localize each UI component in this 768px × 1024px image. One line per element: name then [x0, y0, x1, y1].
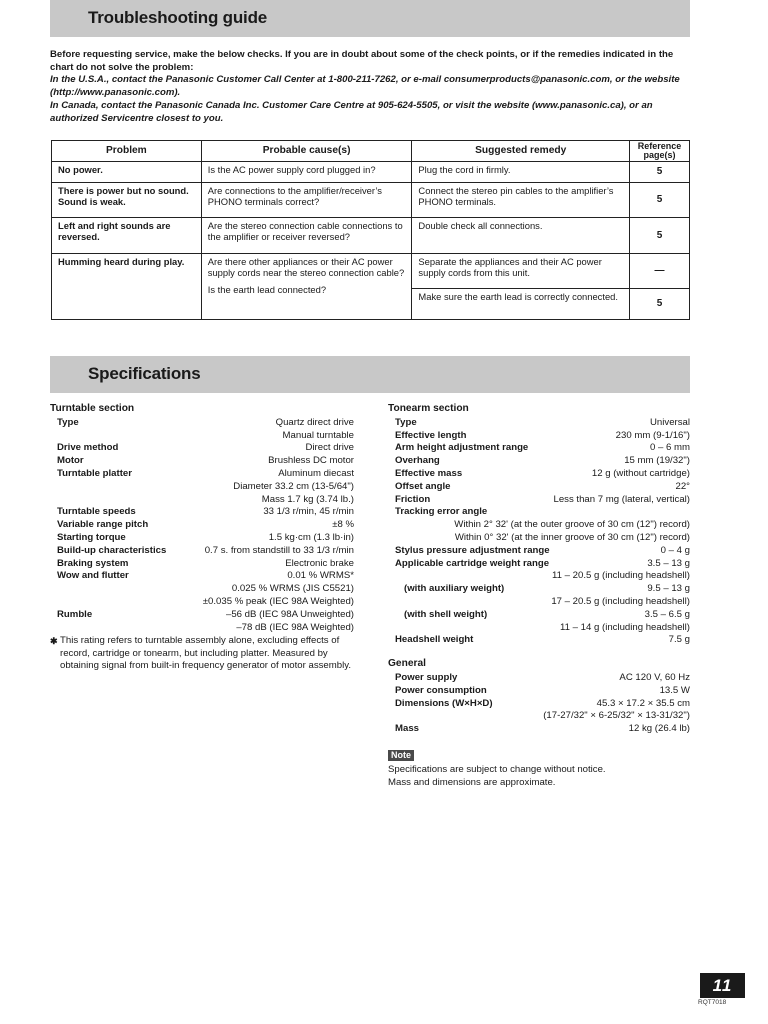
- spec-value: ±8 %: [332, 519, 354, 531]
- spec-value-continued: Mass 1.7 kg (3.74 lb.): [261, 493, 354, 505]
- spec-label: Motor: [57, 455, 84, 467]
- spec-label: Build-up characteristics: [57, 544, 167, 556]
- footnote-mark: ✱: [50, 636, 58, 647]
- spec-row-type: [50, 417, 354, 430]
- spec-row-motor: [50, 455, 354, 468]
- spec-label: Overhang: [395, 455, 440, 467]
- spec-value: Aluminum diecast: [278, 467, 354, 479]
- spec-value-continued: 11 – 20.5 g (including headshell): [552, 570, 690, 582]
- spec-label: Headshell weight: [395, 634, 474, 646]
- spec-value-continued: ±0.035 % peak (IEC 98A Weighted): [202, 595, 354, 607]
- spec-value-continued: Within 0° 32' (at the inner groove of 30 cm (12") record): [454, 531, 690, 543]
- intro-usa-contact: In the U.S.A., contact the Panasonic Customer Call Center at 1-800-211-7262, or e-mail consumerproducts@panasonic.com, or the website (http://www.panasonic.com).: [50, 74, 680, 99]
- spec-value-continued: 11 – 14 g (including headshell): [560, 621, 690, 633]
- cause-cell: [201, 254, 412, 320]
- spec-value: 1.5 kg·cm (1.3 lb·in): [268, 531, 354, 543]
- tonearm-heading: Tonearm section: [388, 403, 469, 414]
- spec-label: Effective mass: [395, 467, 463, 479]
- spec-row-offset: [388, 481, 690, 494]
- problem-cell: Humming heard during play.: [52, 254, 202, 320]
- spec-value: 0.01 % WRMS*: [287, 570, 354, 582]
- remedy-cell: Separate the appliances and their AC power supply cords from this unit.: [412, 254, 630, 289]
- spec-label: Type: [57, 416, 79, 428]
- spec-value: Quartz direct drive: [275, 416, 354, 428]
- turntable-section: [50, 403, 354, 673]
- cause-cell: Are connections to the amplifier/receiver’s PHONO terminals correct?: [201, 183, 412, 218]
- spec-value: Brushless DC motor: [268, 455, 354, 467]
- spec-row-friction: [388, 494, 690, 507]
- spec-label: Rumble: [57, 608, 93, 620]
- spec-label: Friction: [395, 493, 431, 505]
- cause-text: Are there other appliances or their AC power supply cords near the stereo connection cable?: [207, 256, 405, 279]
- header-reference: Reference page(s): [630, 141, 690, 162]
- reference-cell: 5: [630, 162, 690, 183]
- remedy-cell: Make sure the earth lead is correctly connected.: [412, 289, 630, 320]
- spec-label: Offset angle: [395, 480, 451, 492]
- spec-value: Universal: [650, 416, 690, 428]
- spec-label: Arm height adjustment range: [395, 442, 529, 454]
- spec-row-mass: [388, 723, 690, 736]
- spec-row-consumption: [388, 685, 690, 698]
- troubleshooting-title: Troubleshooting guide: [88, 8, 268, 27]
- spec-value: 13.5 W: [659, 684, 690, 696]
- header-remedy: Suggested remedy: [412, 141, 630, 162]
- header-problem: Problem: [52, 141, 202, 162]
- spec-row-tracking: [388, 506, 690, 519]
- spec-label: (with shell weight): [404, 608, 488, 620]
- reference-cell: 5: [630, 183, 690, 218]
- header-cause: Probable cause(s): [201, 141, 412, 162]
- spec-label: Braking system: [57, 557, 129, 569]
- spec-row-aux-weight: [388, 583, 690, 596]
- tonearm-section: [388, 403, 690, 789]
- spec-row-shell-weight: [388, 609, 690, 622]
- spec-value-continued: Manual turntable: [282, 429, 354, 441]
- specifications-header-bar: [50, 356, 690, 393]
- footnote-text: This rating refers to turntable assembly alone, excluding effects of record, cartridge or tonearm, but including platter. Measured by obtaining signal from built-in frequency generator of motor assembly.: [60, 635, 351, 672]
- spec-row-pitch: [50, 519, 354, 532]
- spec-label: Turntable platter: [57, 467, 132, 479]
- spec-row-overhang: [388, 455, 690, 468]
- spec-label: Variable range pitch: [57, 519, 149, 531]
- spec-value: Direct drive: [305, 442, 354, 454]
- spec-row-rumble: [50, 609, 354, 622]
- document-code: RQT7018: [698, 999, 727, 1006]
- spec-row-dimensions: [388, 698, 690, 711]
- spec-label: Mass: [395, 723, 419, 735]
- spec-label: Turntable speeds: [57, 506, 136, 518]
- spec-value: –56 dB (IEC 98A Unweighted): [226, 608, 354, 620]
- spec-value: 0 – 6 mm: [650, 442, 690, 454]
- spec-label: Stylus pressure adjustment range: [395, 544, 550, 556]
- spec-value: 7.5 g: [668, 634, 690, 646]
- section-gap: [388, 647, 690, 658]
- spec-row-length: [388, 430, 690, 443]
- spec-label: Starting torque: [57, 531, 126, 543]
- spec-row-mass: [388, 468, 690, 481]
- spec-value: 45.3 × 17.2 × 35.5 cm: [596, 697, 690, 709]
- cause-cell: Is the AC power supply cord plugged in?: [201, 162, 412, 183]
- table-row: [52, 183, 690, 218]
- note-line: Mass and dimensions are approximate.: [388, 776, 556, 788]
- spec-value-continued: –78 dB (IEC 98A Weighted): [236, 621, 354, 633]
- spec-label: (with auxiliary weight): [404, 583, 505, 595]
- intro-canada-contact: In Canada, contact the Panasonic Canada Inc. Customer Care Centre at 905-624-5505, or visit the website (www.panasonic.ca), or an authorized Servicentre closest to you.: [50, 99, 653, 124]
- table-header-row: [52, 141, 690, 162]
- cause-cell: Are the stereo connection cable connections to the amplifier or receiver reversed?: [201, 218, 412, 254]
- spec-row-stylus: [388, 545, 690, 558]
- table-row: [52, 218, 690, 254]
- turntable-heading: Turntable section: [50, 403, 135, 414]
- spec-row-buildup: [50, 545, 354, 558]
- spec-value: 230 mm (9-1/16"): [615, 429, 690, 441]
- spec-value: Electronic brake: [285, 557, 354, 569]
- spec-value: 3.5 – 13 g: [647, 557, 690, 569]
- note-line: Specifications are subject to change without notice.: [388, 763, 606, 775]
- problem-cell: No power.: [52, 162, 202, 183]
- spec-value: 0.7 s. from standstill to 33 1/3 r/min: [204, 544, 354, 556]
- troubleshooting-header-bar: [50, 0, 690, 37]
- spec-value: 22°: [675, 480, 690, 492]
- spec-value: 12 g (without cartridge): [591, 467, 690, 479]
- spec-value-continued: 0.025 % WRMS (JIS C5521): [231, 583, 354, 595]
- spec-value-continued: Within 2° 32' (at the outer groove of 30 cm (12") record): [454, 519, 690, 531]
- spec-label: Tracking error angle: [395, 506, 488, 518]
- table-row: [52, 162, 690, 183]
- spec-value: 33 1/3 r/min, 45 r/min: [263, 506, 354, 518]
- general-heading: General: [388, 658, 426, 670]
- remedy-cell: Double check all connections.: [412, 218, 630, 254]
- remedy-cell: Plug the cord in firmly.: [412, 162, 630, 183]
- spec-label: Effective length: [395, 429, 467, 441]
- reference-cell: 5: [630, 289, 690, 320]
- spec-label: Type: [395, 416, 417, 428]
- spec-value: Less than 7 mg (lateral, vertical): [553, 493, 690, 505]
- spec-label: Wow and flutter: [57, 570, 129, 582]
- spec-row-speeds: [50, 506, 354, 519]
- problem-cell: There is power but no sound. Sound is weak.: [52, 183, 202, 218]
- reference-cell: —: [630, 254, 690, 289]
- spec-value-continued: (17-27/32" × 6-25/32" × 13-31/32"): [543, 710, 690, 722]
- spec-row-braking: [50, 558, 354, 571]
- spec-value: 0 – 4 g: [660, 544, 690, 556]
- spec-row-drive: [50, 442, 354, 455]
- remedy-cell: Connect the stereo pin cables to the amplifier’s PHONO terminals.: [412, 183, 630, 218]
- spec-value: 9.5 – 13 g: [647, 583, 690, 595]
- spec-value: 12 kg (26.4 lb): [628, 723, 690, 735]
- spec-label: Dimensions (W×H×D): [395, 697, 493, 709]
- spec-row-power: [388, 672, 690, 685]
- page-number: 11: [700, 973, 745, 998]
- spec-label: Drive method: [57, 442, 119, 454]
- spec-value-continued: 17 – 20.5 g (including headshell): [551, 595, 690, 607]
- spec-label: Power consumption: [395, 684, 487, 696]
- spec-row-headshell: [388, 634, 690, 647]
- spec-row-torque: [50, 532, 354, 545]
- problem-cell: Left and right sounds are reversed.: [52, 218, 202, 254]
- troubleshooting-table: [51, 140, 690, 320]
- spec-label: Power supply: [395, 671, 458, 683]
- cause-text-secondary: Is the earth lead connected?: [207, 283, 327, 295]
- spec-value: 3.5 – 6.5 g: [644, 608, 690, 620]
- wow-footnote: [50, 635, 354, 672]
- spec-row-cartridge: [388, 558, 690, 571]
- intro-paragraph: Before requesting service, make the below checks. If you are in doubt about some of the check points, or if the remedies indicated in the chart do not solve the problem:: [50, 49, 674, 73]
- troubleshooting-intro: [50, 49, 692, 125]
- specifications-title: Specifications: [88, 364, 201, 383]
- note-badge: Note: [388, 750, 414, 761]
- spec-row-wow: [50, 570, 354, 583]
- reference-cell: 5: [630, 218, 690, 254]
- spec-label: Applicable cartridge weight range: [395, 557, 550, 569]
- spec-value-continued: Diameter 33.2 cm (13-5/64"): [233, 480, 354, 492]
- spec-row-platter: [50, 468, 354, 481]
- spec-value: AC 120 V, 60 Hz: [619, 671, 690, 683]
- spec-row-type: [388, 417, 690, 430]
- spec-row-arm-height: [388, 442, 690, 455]
- table-row: [52, 254, 690, 289]
- spec-value: 15 mm (19/32"): [624, 455, 690, 467]
